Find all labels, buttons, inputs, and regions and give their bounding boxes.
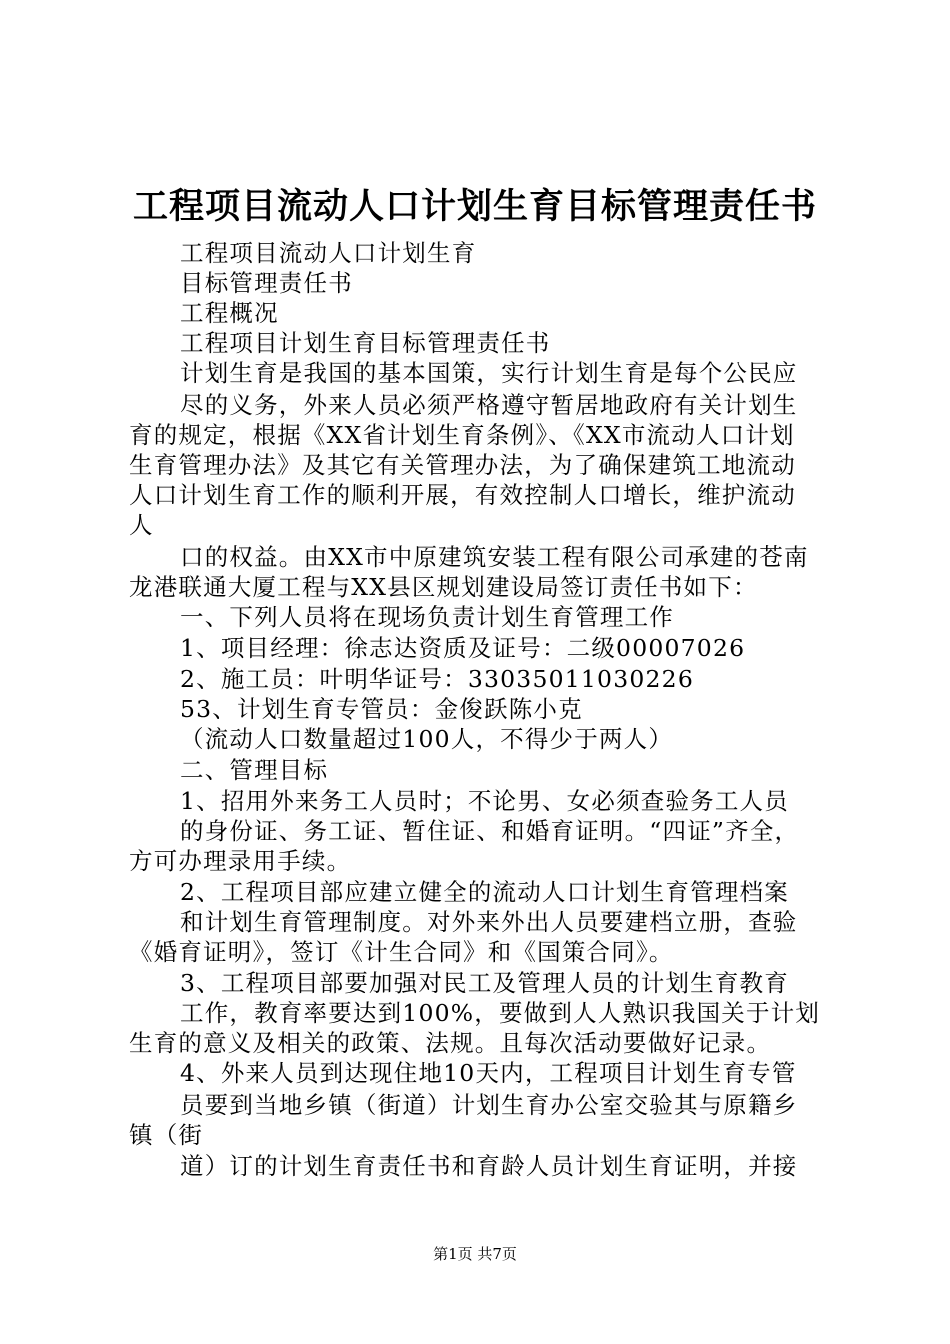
body-line: 生育的意义及相关的政策、法规。且每次活动要做好记录。 (129, 1029, 772, 1057)
body-line: 的身份证、务工证、暂住证、和婚育证明。“四证”齐全， (180, 817, 800, 845)
body-line: 员要到当地乡镇（街道）计划生育办公室交验其与原籍乡 (180, 1091, 798, 1119)
body-line: 生育管理办法》及其它有关管理办法，为了确保建筑工地流动 (129, 451, 796, 479)
body-line: 计划生育是我国的基本国策，实行计划生育是每个公民应 (180, 359, 798, 387)
body-line: 3、工程项目部要加强对民工及管理人员的计划生育教育 (180, 969, 789, 997)
body-line: 方可办理录用手续。 (129, 847, 352, 875)
body-line: 《婚育证明》，签订《计生合同》和《国策合同》。 (129, 938, 674, 966)
body-line: 2、施工员：叶明华证号：33035011030226 (180, 665, 694, 693)
body-line: 龙港联通大厦工程与XX县区规划建设局签订责任书如下： (129, 573, 758, 601)
body-line: 目标管理责任书 (180, 269, 353, 297)
body-line: 尽的义务，外来人员必须严格遵守暂居地政府有关计划生 (180, 391, 798, 419)
body-line: 工程项目流动人口计划生育 (180, 239, 477, 267)
body-line: 工程项目计划生育目标管理责任书 (180, 329, 551, 357)
body-line: 1、招用外来务工人员时；不论男、女必须查验务工人员 (180, 787, 789, 815)
body-line: 53、计划生育专管员：金俊跃陈小克 (180, 695, 583, 723)
body-line: 人口计划生育工作的顺利开展，有效控制人口增长，维护流动 (129, 481, 796, 509)
body-line: 1、项目经理：徐志达资质及证号：二级00007026 (180, 634, 746, 662)
body-line: 和计划生育管理制度。对外来外出人员要建档立册，查验 (180, 908, 798, 936)
body-line: 道）订的计划生育责任书和育龄人员计划生育证明，并接 (180, 1152, 798, 1180)
body-line: 口的权益。由XX市中原建筑安装工程有限公司承建的苍南 (180, 543, 809, 571)
body-line: 工作，教育率要达到100%，要做到人人熟识我国关于计划 (180, 999, 821, 1027)
body-line: 工程概况 (180, 299, 279, 327)
body-line: 一、下列人员将在现场负责计划生育管理工作 (180, 603, 674, 631)
body-line: 2、工程项目部应建立健全的流动人口计划生育管理档案 (180, 878, 789, 906)
body-line: 育的规定，根据《XX省计划生育条例》、《XX市流动人口计划 (129, 421, 795, 449)
body-line: 二、管理目标 (180, 756, 329, 784)
page-footer: 第1页 共7页 (433, 1245, 517, 1263)
body-line: 人 (129, 511, 154, 539)
body-line: （流动人口数量超过100人，不得少于两人） (180, 725, 674, 753)
body-line: 4、外来人员到达现住地10天内，工程项目计划生育专管 (180, 1059, 797, 1087)
body-line: 镇（街 (129, 1121, 204, 1149)
document-title: 工程项目流动人口计划生育目标管理责任书 (132, 186, 817, 227)
